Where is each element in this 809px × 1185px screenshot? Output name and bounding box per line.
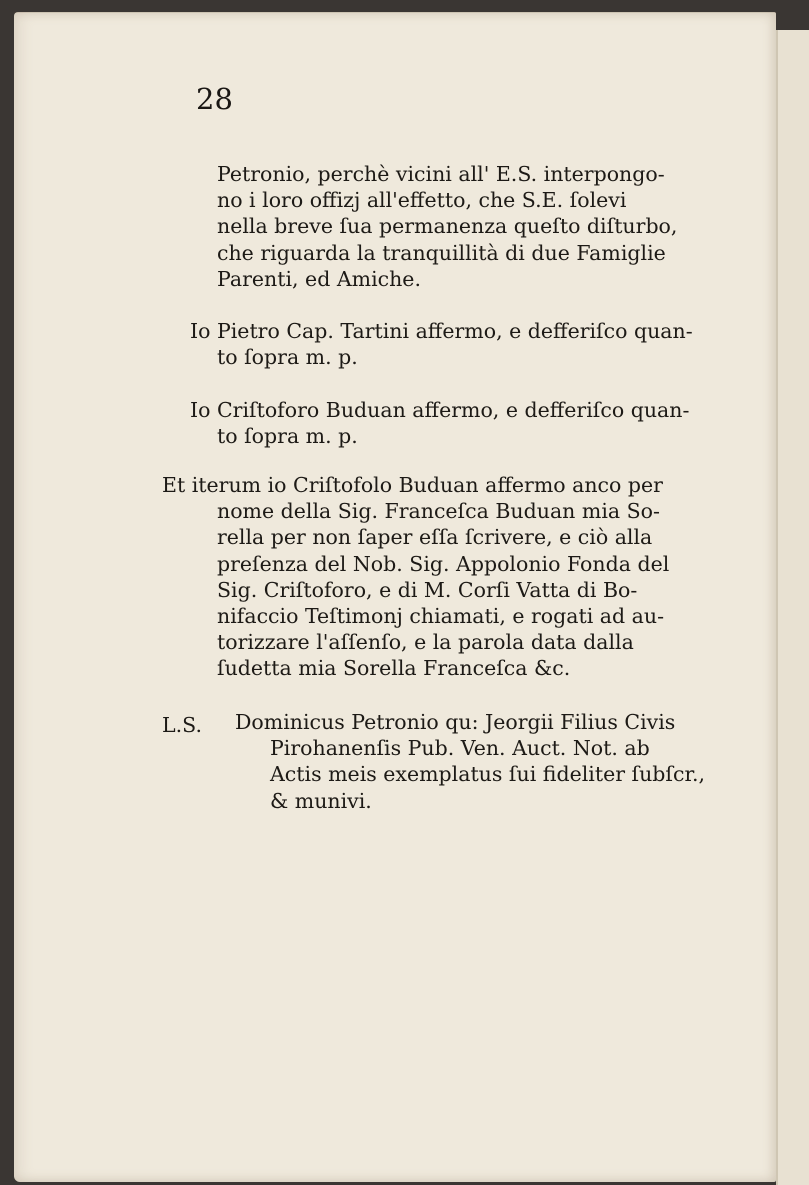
text-line: nella breve ſua permanenza queſto diſturbo, (217, 214, 678, 239)
text-line: & munivi. (270, 788, 372, 813)
text-line: Io Criſtoforo Buduan affermo, e defferiſco quan- (190, 398, 690, 422)
paragraph-3 (190, 397, 689, 449)
text-line: nifaccio Teſtimonj chiamati, e rogati ad au- (217, 604, 665, 629)
text-line: torizzare l'aſſenſo, e la parola data dalla (217, 630, 634, 655)
paragraph-4 (162, 472, 669, 682)
text-line: Petronio, perchè vicini all' E.S. interpongo- (217, 162, 665, 186)
text-line: no i loro offizj all'effetto, che S.E. ſolevi (217, 188, 627, 213)
text-line: Io Pietro Cap. Tartini affermo, e defferiſco quan- (190, 319, 693, 343)
text-line: preſenza del Nob. Sig. Appolonio Fonda del (217, 551, 670, 576)
text-line: Pirohanenſis Pub. Ven. Auct. Not. ab (270, 736, 650, 761)
seal-label: L.S. (162, 713, 202, 737)
page-edge (14, 12, 776, 13)
facing-page-edge (776, 30, 809, 1185)
text-line: Actis meis exemplatus ſui fideliter ſubſcr., (270, 762, 706, 787)
text-line: che riguarda la tranquillità di due Famiglie (217, 240, 666, 265)
page-number: 28 (196, 82, 233, 116)
text-line: to ſopra m. p. (217, 345, 358, 370)
text-line: Parenti, ed Amiche. (217, 266, 421, 291)
paragraph-2 (190, 318, 693, 370)
text-line: ſudetta mia Sorella Franceſca &c. (217, 656, 571, 681)
text-line: nome della Sig. Franceſca Buduan mia So- (217, 499, 660, 524)
notary-signature (235, 709, 705, 814)
text-line: Sig. Criſtoforo, e di M. Corſi Vatta di Bo- (217, 577, 638, 602)
text-line: Et iterum io Criſtofolo Buduan affermo anco per (162, 473, 663, 497)
text-line: Dominicus Petronio qu: Jeorgii Filius Civis (235, 710, 676, 734)
text-line: to ſopra m. p. (217, 424, 358, 449)
paragraph-1 (217, 161, 677, 292)
text-line: rella per non ſaper eſſa ſcrivere, e ciò alla (217, 525, 653, 550)
